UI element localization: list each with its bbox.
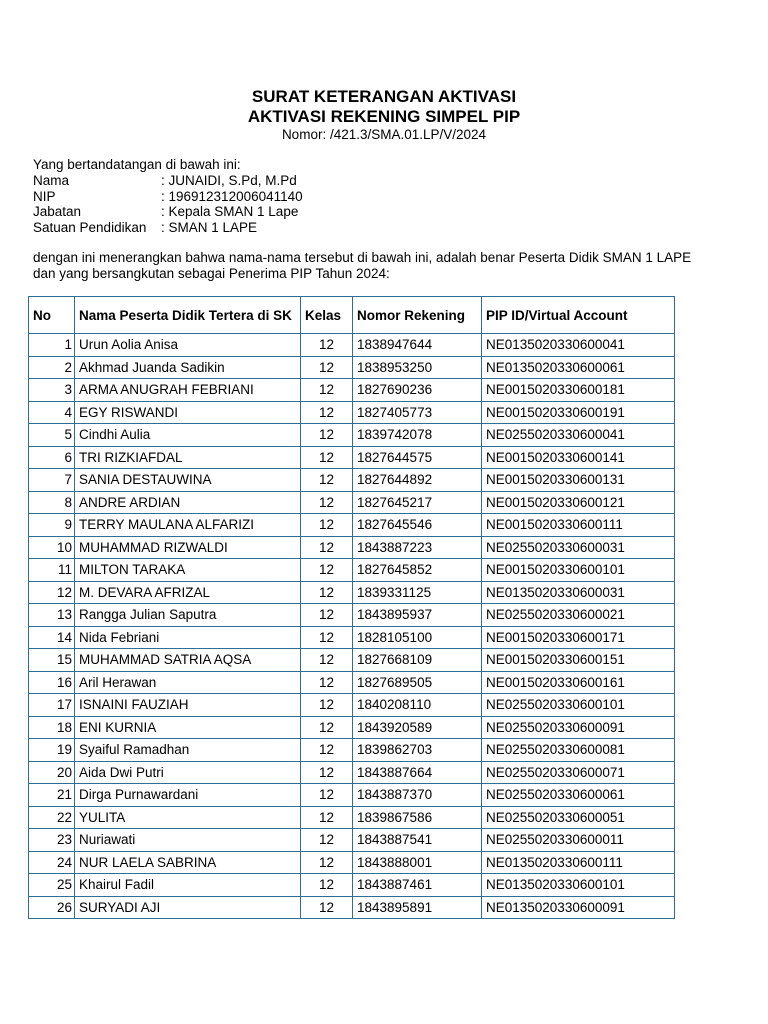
cell-rekening: 1843887370 xyxy=(353,784,482,807)
cell-name: MILTON TARAKA xyxy=(75,559,301,582)
cell-pip: NE0135020330600041 xyxy=(482,334,675,357)
cell-no: 22 xyxy=(29,806,75,829)
field-row-nip xyxy=(33,189,303,205)
cell-pip: NE0015020330600191 xyxy=(482,401,675,424)
table-row xyxy=(29,784,675,807)
table-row xyxy=(29,874,675,897)
cell-rekening: 1840208110 xyxy=(353,694,482,717)
cell-kelas: 12 xyxy=(301,716,353,739)
table-row xyxy=(29,626,675,649)
cell-rekening: 1827645217 xyxy=(353,491,482,514)
header-name: Nama Peserta Didik Tertera di SK xyxy=(75,297,301,334)
table-row xyxy=(29,514,675,537)
table-row xyxy=(29,604,675,627)
cell-name: Dirga Purnawardani xyxy=(75,784,301,807)
cell-rekening: 1827645852 xyxy=(353,559,482,582)
cell-pip: NE0255020330600041 xyxy=(482,424,675,447)
cell-kelas: 12 xyxy=(301,626,353,649)
cell-rekening: 1843887223 xyxy=(353,536,482,559)
field-value: : JUNAIDI, S.Pd, M.Pd xyxy=(161,173,297,188)
table-row xyxy=(29,694,675,717)
statement-line-1: dengan ini menerangkan bahwa nama-nama tersebut di bawah ini, adalah benar Peserta Didik SMAN 1 LAPE xyxy=(33,250,692,265)
cell-pip: NE0135020330600061 xyxy=(482,356,675,379)
table-row xyxy=(29,851,675,874)
cell-name: Akhmad Juanda Sadikin xyxy=(75,356,301,379)
recipient-table xyxy=(28,296,675,919)
cell-no: 26 xyxy=(29,896,75,919)
cell-kelas: 12 xyxy=(301,694,353,717)
cell-name: MUHAMMAD SATRIA AQSA xyxy=(75,649,301,672)
cell-kelas: 12 xyxy=(301,491,353,514)
header-pip: PIP ID/Virtual Account xyxy=(482,297,675,334)
cell-pip: NE0015020330600181 xyxy=(482,379,675,402)
cell-kelas: 12 xyxy=(301,581,353,604)
cell-name: TERRY MAULANA ALFARIZI xyxy=(75,514,301,537)
cell-no: 1 xyxy=(29,334,75,357)
cell-name: EGY RISWANDI xyxy=(75,401,301,424)
cell-no: 13 xyxy=(29,604,75,627)
cell-no: 17 xyxy=(29,694,75,717)
cell-rekening: 1843888001 xyxy=(353,851,482,874)
cell-rekening: 1827644575 xyxy=(353,446,482,469)
cell-pip: NE0255020330600061 xyxy=(482,784,675,807)
cell-no: 4 xyxy=(29,401,75,424)
cell-pip: NE0015020330600131 xyxy=(482,469,675,492)
cell-no: 2 xyxy=(29,356,75,379)
cell-kelas: 12 xyxy=(301,604,353,627)
cell-rekening: 1827405773 xyxy=(353,401,482,424)
table-row xyxy=(29,356,675,379)
table-row xyxy=(29,829,675,852)
cell-pip: NE0135020330600091 xyxy=(482,896,675,919)
field-label: Satuan Pendidikan xyxy=(33,219,147,235)
cell-rekening: 1827668109 xyxy=(353,649,482,672)
field-row-satuan-pendidikan xyxy=(33,220,303,236)
header-rekening: Nomor Rekening xyxy=(353,297,482,334)
cell-pip: NE0135020330600101 xyxy=(482,874,675,897)
header-kelas: Kelas xyxy=(301,297,353,334)
field-value: : SMAN 1 LAPE xyxy=(161,219,258,235)
cell-pip: NE0015020330600141 xyxy=(482,446,675,469)
cell-rekening: 1843887461 xyxy=(353,874,482,897)
document-subtitle: AKTIVASI REKENING SIMPEL PIP xyxy=(247,107,521,126)
cell-rekening: 1839867586 xyxy=(353,806,482,829)
cell-no: 19 xyxy=(29,739,75,762)
cell-no: 20 xyxy=(29,761,75,784)
cell-kelas: 12 xyxy=(301,446,353,469)
cell-kelas: 12 xyxy=(301,829,353,852)
cell-rekening: 1843895937 xyxy=(353,604,482,627)
cell-name: NUR LAELA SABRINA xyxy=(75,851,301,874)
cell-kelas: 12 xyxy=(301,379,353,402)
table-row xyxy=(29,896,675,919)
cell-no: 9 xyxy=(29,514,75,537)
cell-name: Nuriawati xyxy=(75,829,301,852)
cell-no: 6 xyxy=(29,446,75,469)
cell-pip: NE0015020330600111 xyxy=(482,514,675,537)
cell-rekening: 1827689505 xyxy=(353,671,482,694)
cell-kelas: 12 xyxy=(301,356,353,379)
cell-name: TRI RIZKIAFDAL xyxy=(75,446,301,469)
cell-rekening: 1843887541 xyxy=(353,829,482,852)
cell-no: 24 xyxy=(29,851,75,874)
cell-kelas: 12 xyxy=(301,671,353,694)
cell-kelas: 12 xyxy=(301,851,353,874)
table-row xyxy=(29,424,675,447)
cell-name: Rangga Julian Saputra xyxy=(75,604,301,627)
cell-kelas: 12 xyxy=(301,559,353,582)
document-number: Nomor: /421.3/SMA.01.LP/V/2024 xyxy=(281,127,487,142)
table-row xyxy=(29,446,675,469)
cell-no: 21 xyxy=(29,784,75,807)
header-no: No xyxy=(29,297,75,334)
cell-kelas: 12 xyxy=(301,514,353,537)
cell-no: 15 xyxy=(29,649,75,672)
cell-rekening: 1827645546 xyxy=(353,514,482,537)
table-row xyxy=(29,649,675,672)
cell-kelas: 12 xyxy=(301,649,353,672)
cell-no: 23 xyxy=(29,829,75,852)
cell-name: MUHAMMAD RIZWALDI xyxy=(75,536,301,559)
cell-rekening: 1843887664 xyxy=(353,761,482,784)
cell-name: ENI KURNIA xyxy=(75,716,301,739)
field-value: : Kepala SMAN 1 Lape xyxy=(161,204,299,219)
cell-name: Urun Aolia Anisa xyxy=(75,334,301,357)
cell-name: SURYADI AJI xyxy=(75,896,301,919)
cell-rekening: 1839331125 xyxy=(353,581,482,604)
cell-kelas: 12 xyxy=(301,784,353,807)
cell-kelas: 12 xyxy=(301,761,353,784)
table-row xyxy=(29,491,675,514)
field-value: : 196912312006041140 xyxy=(161,188,303,204)
cell-kelas: 12 xyxy=(301,739,353,762)
cell-kelas: 12 xyxy=(301,806,353,829)
cell-rekening: 1843920589 xyxy=(353,716,482,739)
cell-name: SANIA DESTAUWINA xyxy=(75,469,301,492)
table-row xyxy=(29,581,675,604)
cell-rekening: 1838947644 xyxy=(353,334,482,357)
cell-kelas: 12 xyxy=(301,469,353,492)
cell-name: Syaiful Ramadhan xyxy=(75,739,301,762)
cell-name: ISNAINI FAUZIAH xyxy=(75,694,301,717)
table-header-row xyxy=(29,297,675,334)
signatory-intro: Yang bertandatangan di bawah ini: xyxy=(33,157,241,172)
cell-pip: NE0255020330600051 xyxy=(482,806,675,829)
table-row xyxy=(29,671,675,694)
cell-kelas: 12 xyxy=(301,424,353,447)
cell-pip: NE0255020330600021 xyxy=(482,604,675,627)
cell-no: 7 xyxy=(29,469,75,492)
cell-pip: NE0255020330600091 xyxy=(482,716,675,739)
field-label: Jabatan xyxy=(33,204,82,219)
cell-rekening: 1827690236 xyxy=(353,379,482,402)
table-row xyxy=(29,469,675,492)
cell-pip: NE0015020330600161 xyxy=(482,671,675,694)
cell-name: M. DEVARA AFRIZAL xyxy=(75,581,301,604)
table-row xyxy=(29,401,675,424)
field-row-nama xyxy=(33,173,303,189)
cell-kelas: 12 xyxy=(301,874,353,897)
statement-line-2: dan yang bersangkutan sebagai Penerima PIP Tahun 2024: xyxy=(33,265,390,281)
cell-rekening: 1838953250 xyxy=(353,356,482,379)
signatory-fields xyxy=(33,173,303,235)
table-row xyxy=(29,716,675,739)
cell-name: Cindhi Aulia xyxy=(75,424,301,447)
cell-no: 11 xyxy=(29,559,75,582)
cell-name: ANDRE ARDIAN xyxy=(75,491,301,514)
cell-pip: NE0135020330600031 xyxy=(482,581,675,604)
cell-no: 25 xyxy=(29,874,75,897)
cell-pip: NE0255020330600031 xyxy=(482,536,675,559)
cell-no: 5 xyxy=(29,424,75,447)
cell-no: 10 xyxy=(29,536,75,559)
cell-no: 3 xyxy=(29,379,75,402)
field-label: Nama xyxy=(33,173,70,188)
cell-no: 16 xyxy=(29,671,75,694)
cell-pip: NE0135020330600111 xyxy=(482,851,675,874)
table-body xyxy=(29,334,675,919)
cell-no: 12 xyxy=(29,581,75,604)
cell-rekening: 1843895891 xyxy=(353,896,482,919)
table-row xyxy=(29,559,675,582)
cell-rekening: 1827644892 xyxy=(353,469,482,492)
cell-rekening: 1839742078 xyxy=(353,424,482,447)
table-row xyxy=(29,806,675,829)
table-row xyxy=(29,379,675,402)
cell-rekening: 1828105100 xyxy=(353,626,482,649)
table-row xyxy=(29,334,675,357)
cell-name: Aida Dwi Putri xyxy=(75,761,301,784)
document-title: SURAT KETERANGAN AKTIVASI xyxy=(251,87,517,106)
cell-name: Aril Herawan xyxy=(75,671,301,694)
cell-pip: NE0255020330600011 xyxy=(482,829,675,852)
cell-kelas: 12 xyxy=(301,896,353,919)
field-row-jabatan xyxy=(33,204,303,220)
cell-name: Khairul Fadil xyxy=(75,874,301,897)
table-row xyxy=(29,761,675,784)
table-row xyxy=(29,739,675,762)
field-label: NIP xyxy=(33,188,56,204)
cell-rekening: 1839862703 xyxy=(353,739,482,762)
cell-name: YULITA xyxy=(75,806,301,829)
cell-pip: NE0255020330600071 xyxy=(482,761,675,784)
cell-pip: NE0015020330600171 xyxy=(482,626,675,649)
table-row xyxy=(29,536,675,559)
cell-no: 14 xyxy=(29,626,75,649)
cell-pip: NE0255020330600101 xyxy=(482,694,675,717)
cell-kelas: 12 xyxy=(301,536,353,559)
cell-pip: NE0015020330600151 xyxy=(482,649,675,672)
cell-kelas: 12 xyxy=(301,401,353,424)
cell-name: ARMA ANUGRAH FEBRIANI xyxy=(75,379,301,402)
cell-kelas: 12 xyxy=(301,334,353,357)
cell-pip: NE0255020330600081 xyxy=(482,739,675,762)
cell-no: 18 xyxy=(29,716,75,739)
cell-no: 8 xyxy=(29,491,75,514)
cell-pip: NE0015020330600121 xyxy=(482,491,675,514)
statement-text xyxy=(33,250,753,281)
cell-name: Nida Febriani xyxy=(75,626,301,649)
cell-pip: NE0015020330600101 xyxy=(482,559,675,582)
